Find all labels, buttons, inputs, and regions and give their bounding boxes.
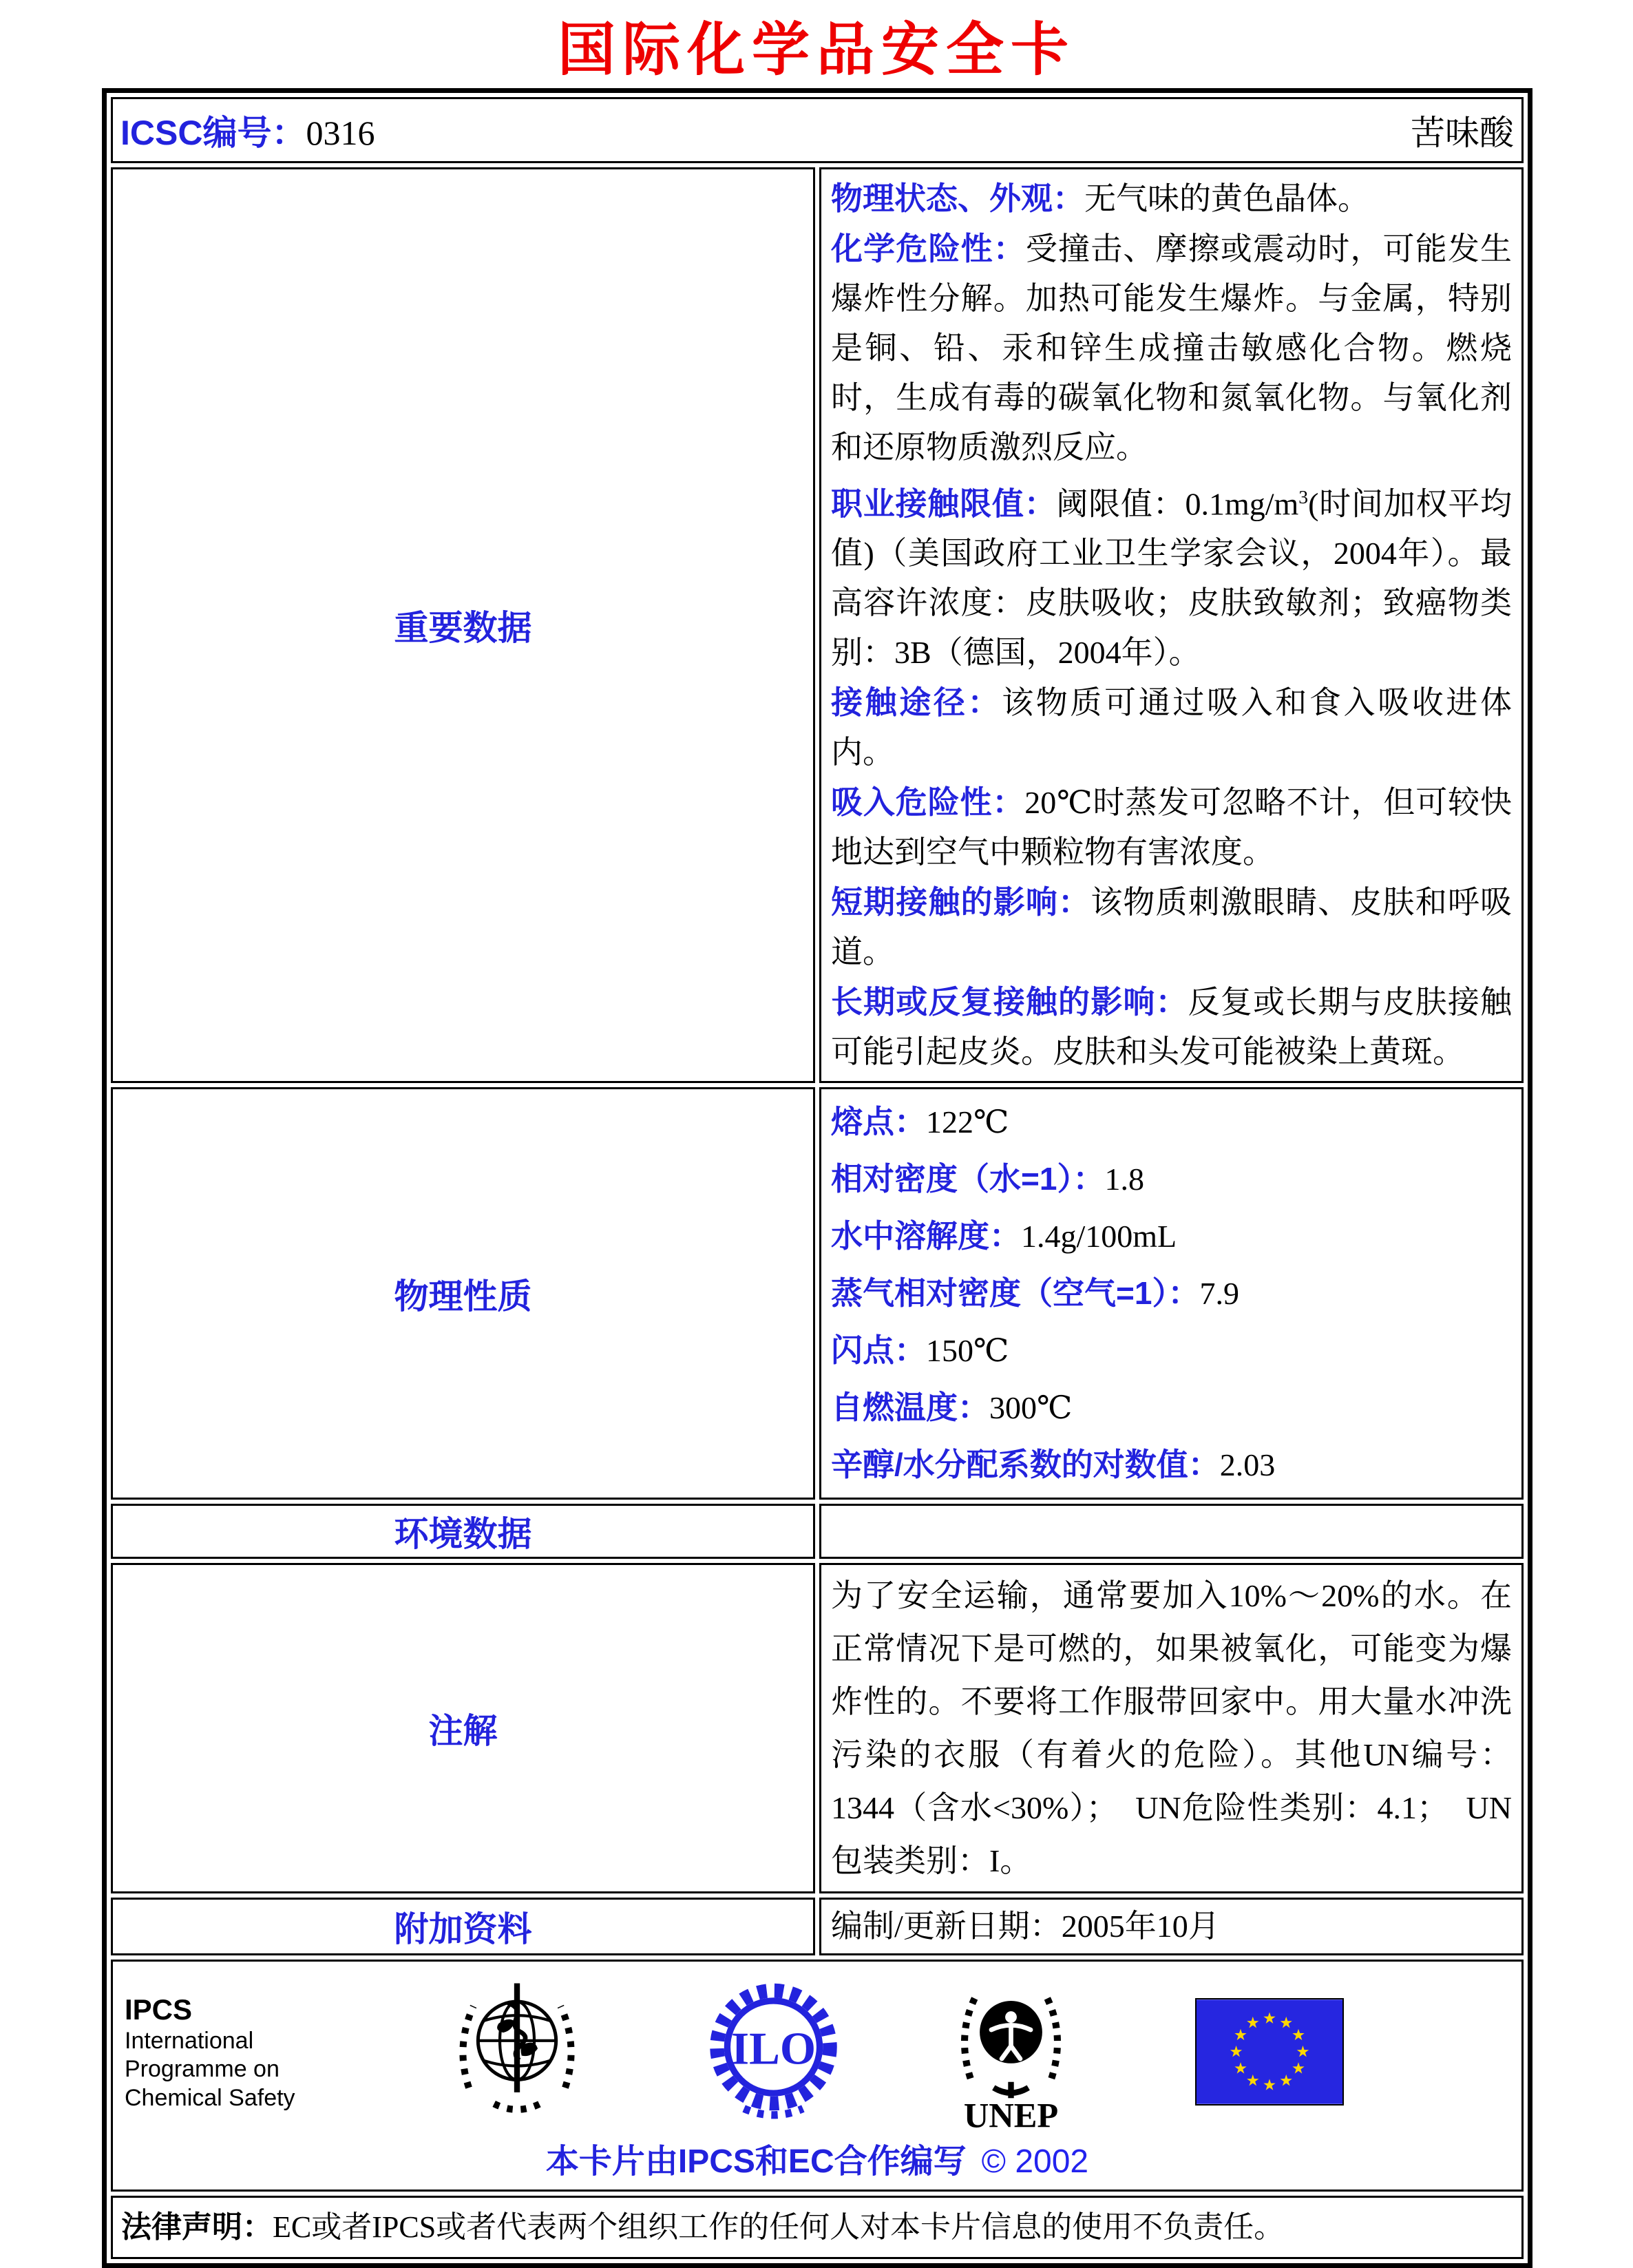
unep-icon [947,1972,1075,2132]
flash-point-value: 150℃ [926,1333,1009,1369]
unep-letters: UNEP [963,2096,1059,2132]
important-data-row [111,167,1524,1083]
legal-text: EC或者IPCS或者代表两个组织工作的任何人对本卡片信息的使用不负责任。 [273,2210,1285,2245]
relative-density-line [831,1151,1512,1208]
page-title: 国际化学品安全卡 [557,15,1075,83]
update-date-text: 编制/更新日期：2005年10月 [831,1909,1220,1944]
exposure-routes-text: 该物质可通过吸入和食入吸收进体内。 [831,685,1513,770]
environmental-data-row-label: 环境数据 [111,1504,815,1559]
physical-state-label: 物理状态、外观： [831,180,1084,216]
short-term-effects-text: 该物质刺激眼睛、皮肤和呼吸道。 [831,885,1513,970]
icsc-number-label: ICSC编号： [120,114,306,152]
exposure-routes-line [831,678,1512,777]
occupational-exposure-text-post: (时间加权平均值)（美国政府工业卫生学家会议，2004年）。最高容许浓度：皮肤吸收；皮肤致敏剂；致癌物类别：3B（德国，2004年）。 [831,486,1513,671]
physical-properties-row [111,1087,1524,1500]
important-data-row-label: 重要数据 [111,167,815,1083]
inhalation-risk-label: 吸入危险性： [831,784,1025,821]
notes-content [819,1563,1524,1893]
additional-info-row-label: 附加资料 [111,1898,815,1955]
copyright-text: © 2002 [981,2143,1089,2181]
notes-row-label: 注解 [111,1563,815,1893]
who-icon [448,1977,586,2127]
ipcs-text-block [125,1992,366,2113]
inhalation-risk-line [831,777,1512,877]
additional-info-row [111,1898,1524,1955]
chemical-name: 苦味酸 [1411,114,1514,152]
long-term-effects-line [831,977,1512,1077]
environmental-data-row [111,1504,1524,1559]
vapor-density-line [831,1265,1512,1322]
physical-state-line [831,174,1512,224]
notes-row [111,1563,1524,1893]
icsc-card-table [102,88,1532,2268]
long-term-effects-label: 长期或反复接触的影响： [831,984,1188,1020]
chemical-danger-line [831,224,1512,472]
ipcs-line-1: International [125,2027,254,2054]
ipcs-line-2: Programme on [125,2056,280,2083]
environmental-data-content [819,1504,1524,1559]
flash-point-label: 闪点： [831,1332,926,1369]
flash-point-line [831,1322,1512,1379]
header-cell [111,97,1524,163]
short-term-effects-label: 短期接触的影响： [831,884,1091,921]
chemical-danger-text: 受撞击、摩擦或震动时，可能发生爆炸性分解。加热可能发生爆炸。与金属，特别是铜、铅、汞和锌生成撞击敏感化合物。燃烧时，生成有毒的碳氧化物和氮氧化物。与氧化剂和还原物质激烈反应。 [831,231,1513,465]
ipcs-line-3: Chemical Safety [125,2084,295,2111]
melting-point-label: 熔点： [831,1104,926,1140]
vapor-density-value: 7.9 [1199,1276,1239,1312]
notes-text: 为了安全运输，通常要加入10%～20%的水。在正常情况下是可燃的，如果被氧化，可能变为爆炸性的。不要将工作服带回家中。用大量水冲洗污染的衣服（有着火的危险）。其他UN编号：1344（含水<30%）； UN危险性类别：4.1； UN包装类别：I。 [831,1578,1512,1879]
occupational-exposure-superscript: 3 [1298,486,1309,507]
chemical-danger-label: 化学危险性： [831,231,1026,266]
icsc-number-value: 0316 [306,114,375,152]
logos-cell [111,1960,1524,2192]
melting-point-value: 122℃ [926,1104,1009,1140]
vapor-density-label: 蒸气相对密度（空气=1）： [831,1275,1200,1312]
relative-density-value: 1.8 [1104,1162,1144,1197]
relative-density-label: 相对密度（水=1）： [831,1161,1105,1197]
legal-label: 法律声明： [121,2210,273,2245]
physical-properties-content [819,1087,1524,1500]
short-term-effects-line [831,877,1512,977]
physical-properties-row-label: 物理性质 [111,1087,815,1500]
inhalation-risk-text: 20℃时蒸发可忽略不计，但可较快地达到空气中颗粒物有害浓度。 [831,785,1512,870]
long-term-effects-text: 反复或长期与皮肤接触可能引起皮炎。皮肤和头发可能被染上黄斑。 [831,985,1513,1070]
footer-caption [114,2132,1521,2189]
important-data-content [819,167,1524,1083]
eu-flag-icon [1195,1998,1344,2106]
log-pow-label: 辛醇/水分配系数的对数值： [831,1447,1220,1483]
ipcs-acronym: IPCS [125,1993,193,2026]
icsc-number-group [120,105,375,155]
log-pow-line [831,1436,1512,1493]
autoignition-label: 自燃温度： [831,1389,989,1426]
autoignition-value: 300℃ [989,1390,1073,1426]
occupational-exposure-line [831,472,1512,678]
occupational-exposure-text-pre: 阈限值：0.1mg/m [1056,486,1299,522]
legal-row [111,2196,1524,2259]
header-row [111,97,1524,163]
additional-info-content [819,1898,1524,1955]
cooperation-caption: 本卡片由IPCS和EC合作编写 [545,2143,967,2181]
logos-row [111,1960,1524,2192]
physical-state-text: 无气味的黄色晶体。 [1084,181,1369,216]
ilo-letters: ILO [730,2022,816,2075]
occupational-exposure-label: 职业接触限值： [831,485,1057,522]
water-solubility-label: 水中溶解度： [831,1218,1021,1254]
water-solubility-value: 1.4g/100mL [1021,1219,1177,1254]
melting-point-line [831,1093,1512,1151]
exposure-routes-label: 接触途径： [831,684,1002,721]
log-pow-value: 2.03 [1219,1447,1276,1483]
legal-cell [111,2196,1524,2259]
ilo-icon [703,1980,844,2124]
autoignition-line [831,1379,1512,1436]
water-solubility-line [831,1208,1512,1265]
